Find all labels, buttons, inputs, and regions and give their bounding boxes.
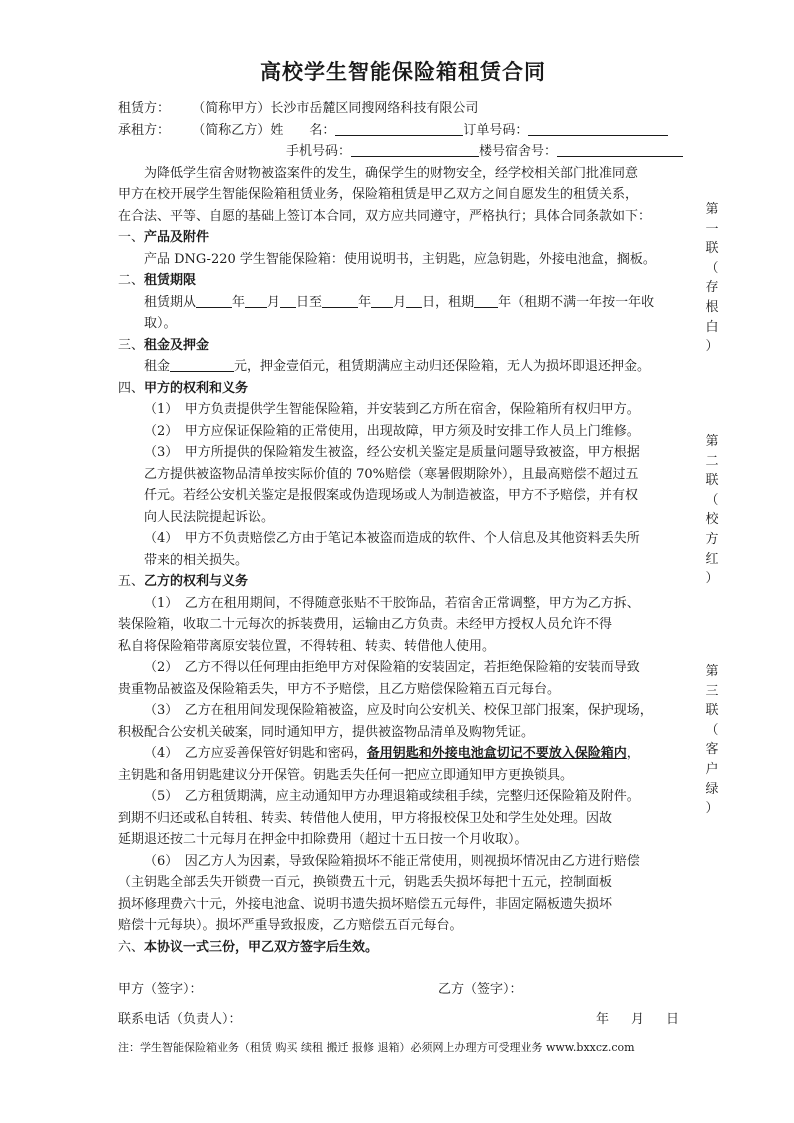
order-label: 订单号码： <box>463 122 529 138</box>
section-2-body-cont: 取）。 <box>144 316 177 331</box>
intro-line: 甲方在校开展学生智能保险箱租赁业务，保险箱租赁是甲乙双方之间自愿发生的租赁关系， <box>118 187 639 202</box>
section-4-heading: 四、甲方的权利和义务 <box>118 380 249 396</box>
clause-a-2: （2） 甲方应保证保险箱的正常使用，出现故障，甲方须及时安排工作人员上门维修。 <box>144 423 640 439</box>
clause-b-2: （2） 乙方不得以任何理由拒绝甲方对保险箱的安装固定，若拒绝保险箱的安装而导致 <box>144 660 640 675</box>
clause-b-6-cont: （主钥匙全部丢失开锁费一百元，换锁费五十元，钥匙丢失损坏每把十五元，控制面板 <box>118 875 613 890</box>
room-blank[interactable] <box>557 142 683 157</box>
name-blank[interactable] <box>335 121 463 136</box>
party-a-alias: （简称甲方） <box>192 101 271 116</box>
copy-1-label: 第 一 联 （ 存 根 白 ） <box>705 202 719 355</box>
start-day-blank[interactable] <box>280 293 296 308</box>
clause-a-1: （1） 甲方负责提供学生智能保险箱，并安装到乙方所在宿舍，保险箱所有权归甲方。 <box>144 402 640 417</box>
clause-b-5: （5） 乙方租赁期满，应主动通知甲方办理退箱或续租手续，完整归还保险箱及附件。 <box>144 789 640 804</box>
clause-b-4-cont: 主钥匙和备用钥匙建议分开保管。钥匙丢失任何一把应立即通知甲方更换锁具。 <box>118 767 574 783</box>
intro-line: 为降低学生宿舍财物被盗案件的发生，确保学生的财物安全，经学校相关部门批准同意 <box>144 165 639 181</box>
section-3-body: 租金 元，押金壹佰元，租赁期满应主动归还保险箱，无人为损坏即退还押金。 <box>144 359 651 374</box>
party-b-contact-line <box>118 141 688 163</box>
footer-note: 注：学生智能保险箱业务（租赁 购买 续租 搬迁 报修 退箱）必须网上办理方可受理业务 www.bxxcz.com <box>118 1041 635 1054</box>
party-b-alias: （简称乙方） <box>192 122 271 138</box>
party-b-line <box>118 120 688 142</box>
clause-b-6: （6） 因乙方人为因素，导致保险箱损坏不能正常使用，则视损坏情况由乙方进行赔偿 <box>144 853 640 869</box>
clause-a-3-cont: 向人民法院提起诉讼。 <box>144 509 275 525</box>
party-a-label: 租赁方： <box>118 101 171 116</box>
section-2-body: 租赁期从 年 月 日至 年 月 日，租期 年（租期不满一年按一年收 <box>144 294 655 310</box>
sign-date: 年 月 日 <box>596 1012 680 1027</box>
clause-a-3-cont: 仟元。若经公安机关鉴定是报假案或伪造现场或人为制造被盗，甲方不予赔偿，并有权 <box>144 488 639 503</box>
intro-line: 在合法、平等、自愿的基础上签订本合同，双方应共同遵守，严格执行；具体合同条款如下： <box>118 208 652 224</box>
clause-b-3: （3） 乙方在租用间发现保险箱被盗，应及时向公安机关、校保卫部门报案，保护现场， <box>144 703 653 718</box>
section-3-heading: 三、租金及押金 <box>118 337 210 353</box>
section-1-heading: 一、产品及附件 <box>118 230 210 245</box>
contact-phone-label[interactable]: 联系电话（负责人）： <box>118 1012 242 1027</box>
contract-document <box>118 58 688 958</box>
section-5-heading: 五、乙方的权利与义务 <box>118 574 249 589</box>
key-warning: 备用钥匙和外接电池盒切记不要放入保险箱内 <box>366 746 627 761</box>
clause-b-4: （4） 乙方应妥善保管好钥匙和密码，备用钥匙和外接电池盒切记不要放入保险箱内， <box>144 746 640 761</box>
clause-a-4-cont: 带来的相关损失。 <box>144 552 249 568</box>
start-year-blank[interactable] <box>196 293 232 308</box>
clause-b-6-cont: 赔偿十元每块）。损坏严重导致报废，乙方赔偿五百元每台。 <box>118 918 463 933</box>
end-year-blank[interactable] <box>322 293 358 308</box>
clause-b-6-cont: 损坏修理费六十元，外接电池盒、说明书遗失损坏赔偿五元每件，非固定隔板遗失损坏 <box>118 896 613 912</box>
clause-b-2-cont: 贵重物品被盗及保险箱丢失，甲方不予赔偿，且乙方赔偿保险箱五百元每台。 <box>118 681 561 697</box>
section-2-heading: 二、租赁期限 <box>118 273 197 288</box>
room-label: 楼号宿舍号： <box>479 144 558 159</box>
phone-label: 手机号码： <box>286 144 352 159</box>
party-a-line <box>118 98 688 120</box>
clause-a-4: （4） 甲方不负责赔偿乙方由于笔记本被盗而造成的软件、个人信息及其他资料丢失所 <box>144 531 640 546</box>
name-label: 姓 名： <box>270 122 336 138</box>
clause-b-5-cont: 延期退还按二十元每月在押金中扣除费用（超过十五日按一个月收取）。 <box>118 832 528 847</box>
copy-2-label: 第 二 联 （ 校 方 红 ） <box>705 434 719 587</box>
party-b-label: 承租方： <box>118 122 171 138</box>
rent-blank[interactable] <box>170 357 234 372</box>
clause-b-1: （1） 乙方在租用期间，不得随意张贴不干胶饰品，若宿舍正常调整，甲方为乙方拆、 <box>144 595 640 611</box>
start-month-blank[interactable] <box>245 293 267 308</box>
party-a-name: 长沙市岳麓区同搜网络科技有限公司 <box>270 101 479 116</box>
end-month-blank[interactable] <box>371 293 393 308</box>
term-blank[interactable] <box>474 293 498 308</box>
order-blank[interactable] <box>528 121 668 136</box>
copy-3-label: 第 三 联 （ 客 户 绿 ） <box>705 664 719 817</box>
party-a-signature[interactable]: 甲方（签字）： <box>118 982 203 997</box>
clause-b-1-cont: 私自将保险箱带离原安装位置，不得转租、转卖、转借他人使用。 <box>118 638 496 654</box>
end-day-blank[interactable] <box>406 293 422 308</box>
section-1-body: 产品 DNG-220 学生智能保险箱：使用说明书，主钥匙，应急钥匙，外接电池盒，搁板。 <box>144 251 656 267</box>
clause-b-1-cont: 装保险箱，收取二十元每次的拆装费用，运输由乙方负责。未经甲方授权人员允许不得 <box>118 617 613 632</box>
page-title: 高校学生智能保险箱租赁合同 <box>260 59 546 84</box>
phone-blank[interactable] <box>351 142 479 157</box>
party-b-signature[interactable]: 乙方（签字）： <box>438 982 523 997</box>
clause-b-5-cont: 到期不归还或私自转租、转卖、转借他人使用，甲方将报校保卫处和学生处处理。因故 <box>118 810 613 826</box>
clause-a-3: （3） 甲方所提供的保险箱发生被盗，经公安机关鉴定是质量问题导致被盗，甲方根据 <box>144 445 640 460</box>
section-6-heading: 六、本协议一式三份，甲乙双方签字后生效。 <box>118 939 379 955</box>
clause-a-3-cont: 乙方提供被盗物品清单按实际价值的 70%赔偿（寒暑假期除外），且最高赔偿不超过五 <box>144 466 639 482</box>
clause-b-3-cont: 积极配合公安机关破案，同时通知甲方，提供被盗物品清单及购物凭证。 <box>118 724 535 740</box>
